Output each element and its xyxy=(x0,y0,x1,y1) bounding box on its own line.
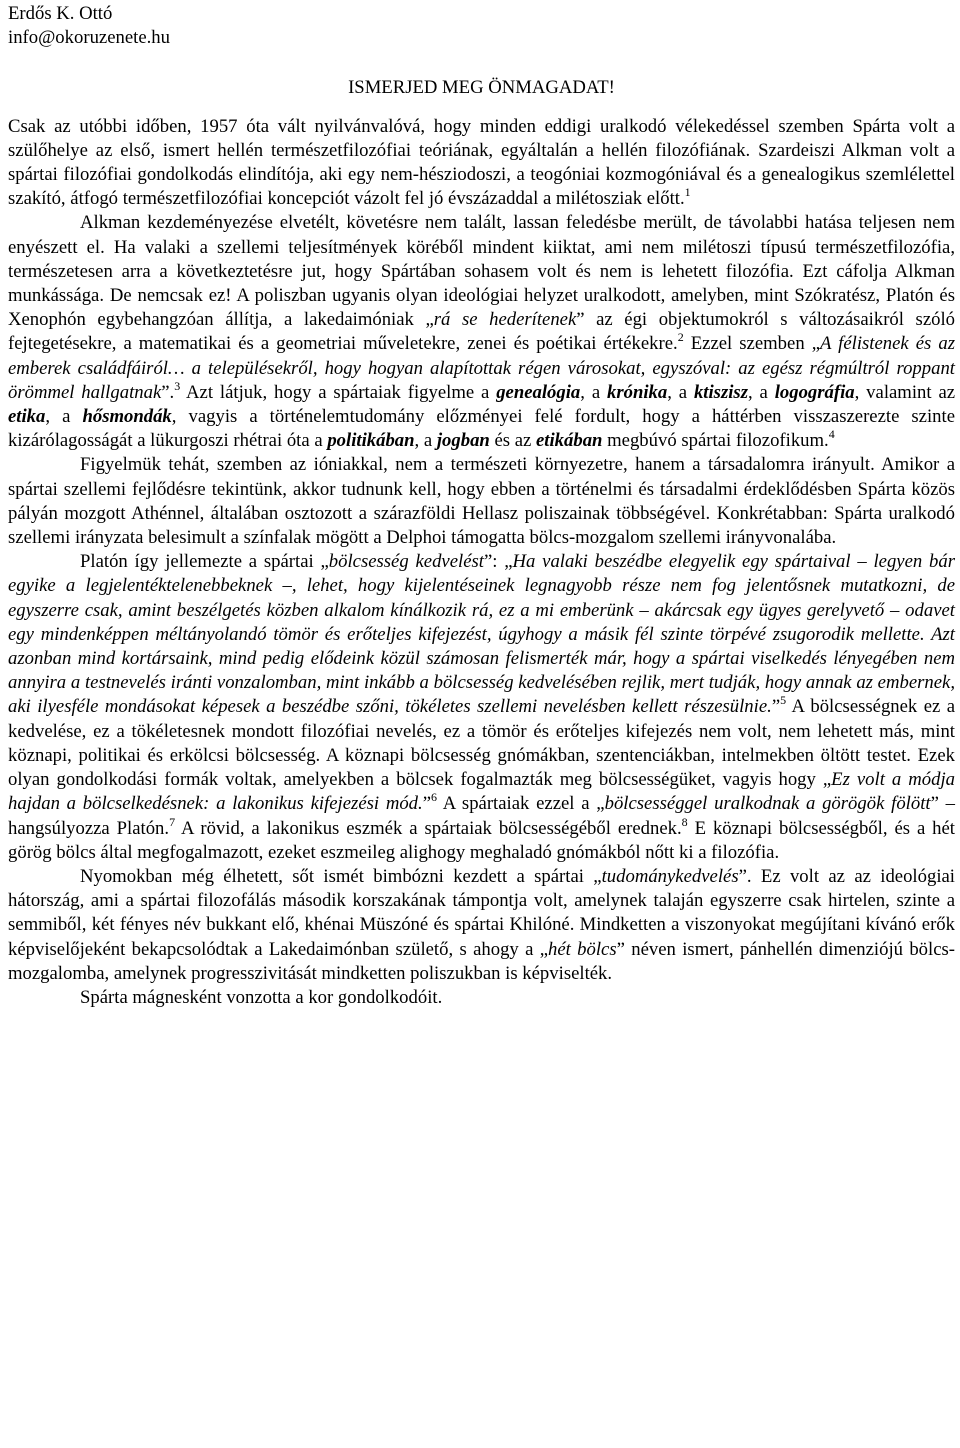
footnote-ref[interactable]: 3 xyxy=(174,378,181,393)
text-run: Nyomokban még élhetett, sőt ismét bimbózni kezdett a spártai „ xyxy=(80,865,602,887)
text-run: Azt látjuk, hogy a spártaiak figyelme a xyxy=(180,381,497,403)
text-run: ”. Ez volt az az ideológiai hátország, ami a spártai filozofálás második korszakának támpontja volt, amelynek talaján egyszerre csak hirtelen, szinte a semmiből, két fényes név bukkant elő, khénai Müszóné és spártai Khilóné. Mindketten a viszonyokat megújítani kívánó erők képviselőjeként bekapcsolódtak a Lakedaimónban születő, s ahogy a „ xyxy=(8,865,955,960)
document-title: ISMERJED MEG ÖNMAGADAT! xyxy=(348,77,615,99)
emphasis-term: logográfia xyxy=(774,381,855,403)
bold-term xyxy=(536,430,602,451)
footnote-ref[interactable]: 4 xyxy=(828,427,835,442)
text-run: A spártaiak ezzel a „ xyxy=(436,793,605,815)
text-run: ” xyxy=(771,696,781,718)
text-run: , a xyxy=(45,406,83,428)
footnote-ref[interactable]: 8 xyxy=(681,814,688,829)
text-run: , vagyis a történelemtudomány előzményei felé fordult, hogy a háttérben visszaszerezte szinte kizárólagosságát a lükurgoszi rhétrai óta a xyxy=(8,406,956,452)
emphasis-term: etika xyxy=(8,406,46,428)
quotation-italic: bölcsességgel uralkodnak a görögök fölött xyxy=(604,793,931,815)
bold-term xyxy=(8,406,45,427)
text-run: Platón így jellemezte a spártai „ xyxy=(80,551,329,573)
text-run: ” néven ismert, pánhellén dimenziójú bölcs-mozgalomba, amelynek progresszivitását mindketten poliszukban is képviselték. xyxy=(8,938,955,984)
bold-term xyxy=(607,382,667,403)
text-run: Ezzel szemben „ xyxy=(683,333,821,355)
text-run: ” – hangsúlyozza Platón. xyxy=(8,793,955,839)
document-page xyxy=(0,2,960,1448)
quotation-italic: A félistenek és az emberek családfáiról… a településekről, hogy hogyan alapítottak régen városokat, egyszóval: az egész régmúltról roppant örömmel hallgatnak xyxy=(8,333,955,403)
emphasis-term: genealógia xyxy=(496,381,581,403)
footnote-ref[interactable]: 6 xyxy=(430,790,437,805)
document-header xyxy=(8,2,955,50)
paragraph-1 xyxy=(8,115,955,212)
paragraph-5 xyxy=(8,865,955,986)
emphasis-term: ktiszisz xyxy=(693,381,748,403)
quotation-italic: Ez volt a módja hajdan a bölcselkedésnek: a lakonikus kifejezési mód. xyxy=(8,769,955,815)
text-run: E köznapi bölcsességből, és a hét görög bölcs által megfogalmazott, ezeket eszmeileg alighogy meghaladó gnómákból nőtt ki a filozófia. xyxy=(8,817,955,863)
bold-term xyxy=(496,382,580,403)
text-run: ”. xyxy=(161,381,175,403)
text-run: ” xyxy=(422,793,431,815)
text-run: ” az égi objektumokról s változásaikról szóló fejtegetésekre, a matematikai és a geometriai műveletekre, zenei és poétikai értékekre. xyxy=(8,309,955,355)
footnote-ref[interactable]: 7 xyxy=(169,814,176,829)
text-run: , a xyxy=(414,430,437,452)
text-run: , a xyxy=(580,381,607,403)
bold-term xyxy=(694,382,748,403)
text-run: , valamint az xyxy=(854,381,956,403)
emphasis-term: krónika xyxy=(607,381,668,403)
quotation-italic: Ha valaki beszédbe elegyelik egy spártaival – legyen bár egyike a legjelentéktelenebbeknek –, lehet, hogy kijelentéseinek legnagyobb része nem fog jelentősnek mutatkozni, de egyszerre csak, amint beszélgetés közben alkalom kínálkozik rá, ez a mi emberünk – akárcsak egy ügyes gerelyvető – odavet egy mindenképpen méltányolandó tömör és erőteljes kifejezést, úgyhogy a másik fél szinte törpévé zsugorodik mellette. Azt azonban mind kortársaink, mind pedig elődeink közül számosan felismerték már, hogy a spártai viselkedés lényegében nem annyira a testnevelés iránti vonzalomban, mint inkább a bölcsesség kedvelésében rejlik, mert tudják, hogy annak az embernek, aki ilyesféle mondásokat képesek a beszédbe szőni, tökéletes szellemi nevelésben kellett részesülnie. xyxy=(8,551,955,718)
quotation-italic: hét bölcs xyxy=(548,938,617,960)
bold-term xyxy=(82,406,171,427)
quotation-italic: tudománykedvelés xyxy=(601,865,739,887)
footnote-ref[interactable]: 1 xyxy=(684,185,691,200)
footnote-ref[interactable]: 2 xyxy=(677,330,684,345)
text-run: Figyelmük tehát, szemben az ióniakkal, nem a természeti környezetre, hanem a társadalomra irányult. Amikor a spártai szellemi fejlődésre tekintünk, akkor tudnunk kell, hogy ebben a történelmi és társadalmi érdeklődésben Spárta közös pályán mozgott Athénnel, általában osztozott a szárazföldi Hellasz poliszainak többségével. Konkrétabban: Spárta uralkodó szellemi irányzata belesimult a színfalak mögött a Delphoi támogatta bölcs-mozgalom szellemi irányvonalába. xyxy=(8,454,955,549)
text-run: A rövid, a lakonikus eszmék a spártaiak bölcsességéből erednek. xyxy=(175,817,682,839)
emphasis-term: jogban xyxy=(436,430,490,452)
text-run: Alkman kezdeményezése elvetélt, követésre nem talált, lassan feledésbe merült, de távolabbi hatása teljesen nem enyészett el. Ha valaki a szellemi teljesítmények köréből mindent kiiktat, ami nem milétoszi típusú természetfilozófia, természetesen arra a következtetésre jut, hogy Spártában sohasem volt és nem is lehetett filozófia. Ezt cáfolja Alkman munkássága. De nemcsak ez! A poliszban ugyanis olyan ideológiai helyzet uralkodott, amelyben, mint Szókratész, Platón és Xenophón egybehangzóan állítja, a lakedaimóniak „ xyxy=(8,212,955,331)
text-run: megbúvó spártai filozofikum. xyxy=(602,430,829,452)
text-run: , a xyxy=(667,381,694,403)
emphasis-term: politikában xyxy=(327,430,415,452)
author-email[interactable]: info@okoruzenete.hu xyxy=(8,27,170,49)
text-run: Csak az utóbbi időben, 1957 óta vált nyilvánvalóvá, hogy minden eddigi uralkodó vélekedéssel szemben Spárta volt a szülőhelye az első, ismert hellén természetfilozófiai teóriának, egyáltalán a hellén filozófiának. Szardeiszi Alkman volt a spártai filozófiai gondolkodás elindítója, aki egy nem-hésziodoszi, a teogóniai kozmogóniával és a genealogikus szemlélettel szakító, átfogó természetfilozófiai koncepciót vázolt fel jó évszázaddal a milétosziak előtt. xyxy=(8,115,955,210)
quotation-italic: rá se hederítenek xyxy=(433,309,577,331)
quotation-italic: bölcsesség kedvelést xyxy=(328,551,484,573)
author-name: Erdős K. Ottó xyxy=(8,3,113,24)
paragraph-6 xyxy=(8,986,955,1010)
text-run: , a xyxy=(747,381,775,403)
emphasis-term: hősmondák xyxy=(82,406,172,428)
bold-term xyxy=(437,430,490,451)
bold-term xyxy=(775,382,855,403)
footnote-ref[interactable]: 5 xyxy=(780,693,787,708)
paragraph-2 xyxy=(8,211,955,453)
bold-term xyxy=(327,430,414,451)
text-run: A bölcsességnek ez a kedvelése, ez a tökéletesnek mondott filozófiai nevelés, ez a tömör és erőteljes kifejezés nem volt, nem lehetett más, mint köznapi, politikai és erkölcsi bölcsesség. A köznapi bölcsesség gnómákban, szentenciákban, intelmekben öltött testet. Ezek olyan gondolkodási formák voltak, amelyekben a bölcsek fogalmazták meg bölcsességüket, vagyis hogy „ xyxy=(8,696,955,791)
text-run: Spárta mágnesként vonzotta a kor gondolkodóit. xyxy=(80,986,443,1008)
text-run: ”: „ xyxy=(483,551,513,573)
paragraph-3 xyxy=(8,453,955,550)
paragraph-4 xyxy=(8,550,955,865)
emphasis-term: etikában xyxy=(536,430,603,452)
text-run: és az xyxy=(489,430,536,452)
document-body xyxy=(8,115,955,1011)
